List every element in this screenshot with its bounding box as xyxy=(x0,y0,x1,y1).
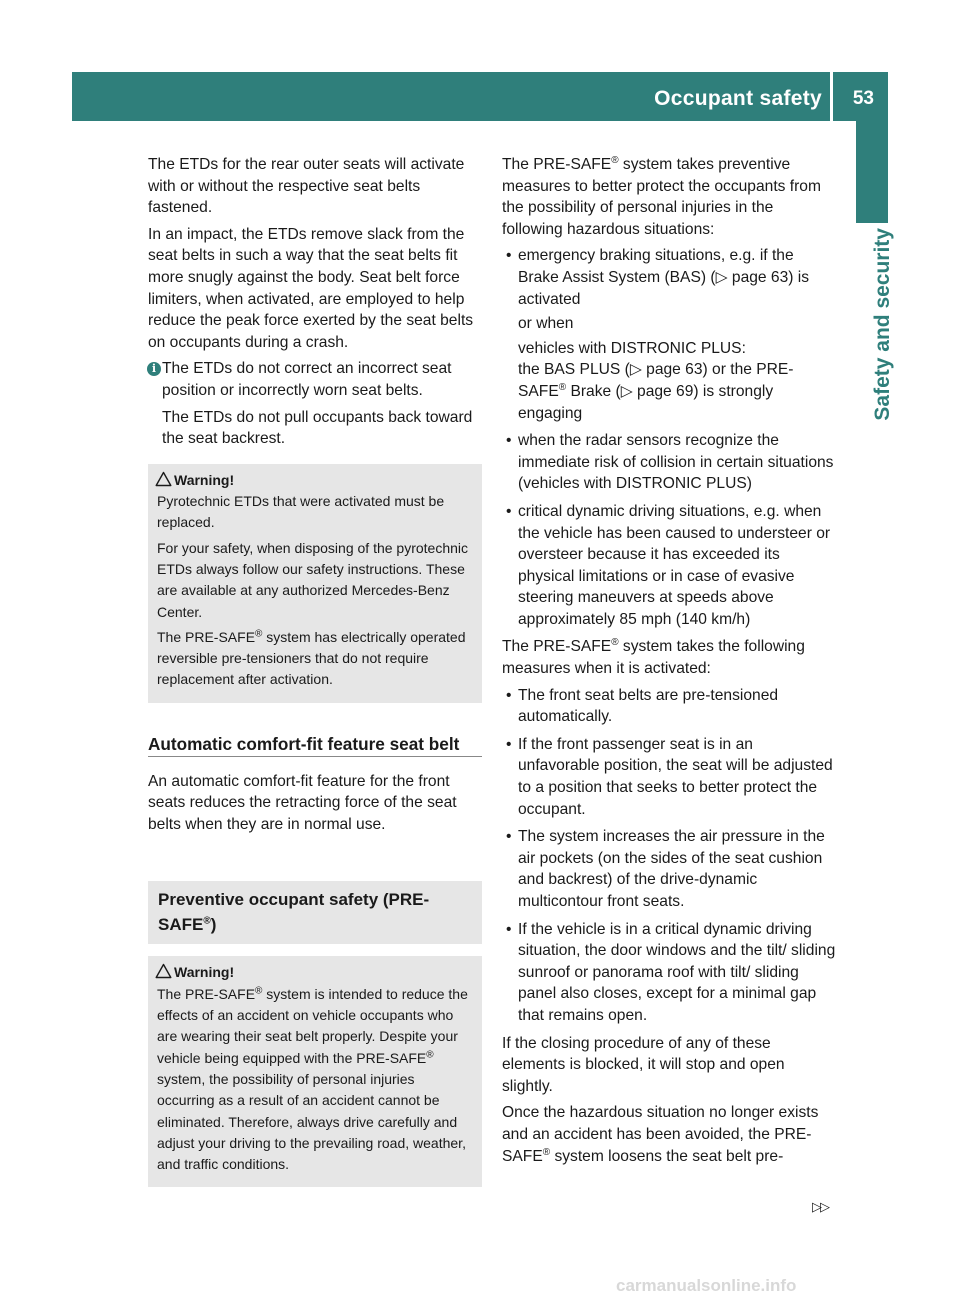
info-icon: i xyxy=(147,362,161,376)
list-item: • If the front passenger seat is in an unfavorable position, the seat will be adjusted to a position that seeks to better protect the occupant. xyxy=(502,734,836,820)
watermark: carmanualsonline.info xyxy=(616,1276,797,1295)
warning-text: The PRE-SAFE® system has electrically operated reversible pre-tensioners that do not require replacement after activation. xyxy=(157,628,466,688)
bullet-list xyxy=(502,245,836,630)
list-item: • The system increases the air pressure in the air pockets (on the sides of the seat cushion and backrest) of the drive-dynamic multicontour front seats. xyxy=(502,826,836,912)
continue-arrows-icon: ▷▷ xyxy=(812,1199,828,1214)
paragraph: If the closing procedure of any of these elements is blocked, it will stop and open slightly. xyxy=(502,1034,785,1095)
info-text: The ETDs do not pull occupants back toward the seat backrest. xyxy=(162,408,473,448)
page-ref-icon: ▷ xyxy=(629,361,642,379)
warning-heading xyxy=(174,470,474,491)
warning-title: Warning! xyxy=(174,964,235,981)
page-title: Occupant safety xyxy=(654,87,822,110)
paragraph: An automatic comfort-fit feature for the front seats reduces the retracting force of the seat belts when they are in normal use. xyxy=(148,772,457,833)
header-bar xyxy=(72,72,888,121)
right-column xyxy=(502,154,836,1172)
warning-triangle-icon xyxy=(155,471,172,487)
paragraph: The PRE-SAFE® system takes the following measures when it is activated: xyxy=(502,637,805,678)
warning-title: Warning! xyxy=(174,471,235,488)
paragraph: Once the hazardous situation no longer exists and an accident has been avoided, the PRE-SAFE® system loosens the seat belt pre- xyxy=(502,1104,819,1165)
list-item: • The front seat belts are pre-tensioned automatically. xyxy=(502,685,836,728)
warning-box xyxy=(148,956,482,1187)
registered-mark: ® xyxy=(255,628,263,640)
registered-mark: ® xyxy=(203,915,211,927)
section-heading: Automatic comfort-fit feature seat belt xyxy=(148,733,482,757)
section-heading-box: Preventive occupant safety (PRE-SAFE®) xyxy=(148,881,482,944)
paragraph: In an impact, the ETDs remove slack from the seat belts in such a way that the seat belts fit more snugly against the body. Seat belt force limiters, when activated, are employed to help reduce the peak force exerted by the seat belts on occupants during a crash. xyxy=(148,225,474,351)
paragraph: The ETDs for the rear outer seats will activate with or without the respective seat belts fastened. xyxy=(148,156,465,217)
list-item: • emergency braking situations, e.g. if the Brake Assist System (BAS) (▷ page 63) is activated or when vehicles with DISTRONIC PLUS: the BAS PLUS (▷ page 63) or the PRE-SAFE® Brake (▷ page 69) is strongly engaging xyxy=(502,245,836,424)
warning-heading xyxy=(174,962,474,983)
warning-box xyxy=(148,464,482,703)
list-item: • If the vehicle is in a critical dynamic driving situation, the door windows and the tilt/ sliding sunroof or panorama roof with tilt/ sliding panel also closes, except for a minimal gap that remains open. xyxy=(502,919,836,1027)
paragraph: The PRE-SAFE® system takes preventive measures to better protect the occupants from the possibility of personal injuries in the following hazardous situations: xyxy=(502,154,821,238)
chapter-label-text: Safety and security xyxy=(871,228,894,421)
page-ref-icon: ▷ xyxy=(715,268,728,286)
left-column xyxy=(148,154,482,1187)
warning-text: The PRE-SAFE® system is intended to reduce the effects of an accident on vehicle occupants who are wearing their seat belt properly. Despite your vehicle being equipped with the PRE-SAFE® system, the possibility of personal injuries occurring as a result of an accident cannot be eliminated. Therefore, always drive carefully and adjust your driving to the prevailing road, weather, and traffic conditions. xyxy=(157,985,468,1173)
warning-text: For your safety, when disposing of the pyrotechnic ETDs always follow our safety instructions. These are available at any authorized Mercedes-Benz Center. xyxy=(157,539,469,620)
page-number: 53 xyxy=(852,88,874,109)
bullet-list xyxy=(502,685,836,1027)
header-divider xyxy=(830,72,833,121)
warning-triangle-icon xyxy=(155,963,172,979)
chapter-tab xyxy=(856,121,888,223)
warning-text: Pyrotechnic ETDs that were activated must be replaced. xyxy=(157,493,445,531)
list-item: • critical dynamic driving situations, e.g. when the vehicle has been caused to understeer or oversteer because it has exceeded its physical limitations or in case of evasive steering maneuvers at speeds above approximately 85 mph (140 km/h) xyxy=(502,501,836,631)
info-text: The ETDs do not correct an incorrect seat position or incorrectly worn seat belts. xyxy=(162,360,452,399)
info-note xyxy=(148,358,482,449)
page-ref-icon: ▷ xyxy=(620,382,633,400)
list-item: • when the radar sensors recognize the immediate risk of collision in certain situations (vehicles with DISTRONIC PLUS) xyxy=(502,430,836,495)
